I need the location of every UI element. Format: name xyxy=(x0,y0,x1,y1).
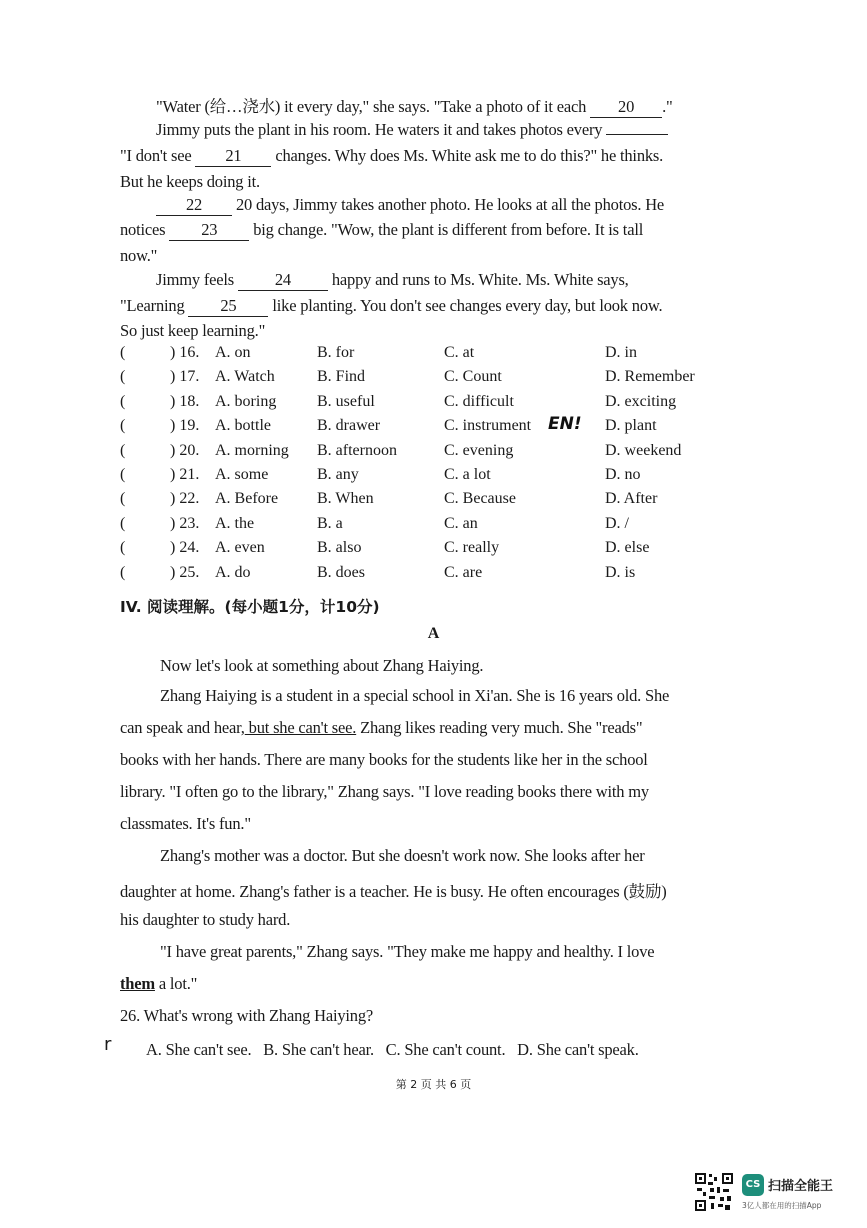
answer-bracket: ( xyxy=(120,441,126,459)
choice-b[interactable]: B. When xyxy=(317,490,374,508)
question-number: ) 22. xyxy=(170,490,200,508)
question-row xyxy=(120,466,740,488)
choice-a[interactable]: A. do xyxy=(215,563,251,581)
handwritten-note: EN! xyxy=(548,414,582,434)
part-label: A xyxy=(427,625,440,642)
handwritten-mark: r xyxy=(104,1034,112,1055)
question-row xyxy=(120,515,740,537)
choice-b[interactable]: B. any xyxy=(317,466,359,483)
passage-line: So just keep learning." xyxy=(120,321,266,340)
question-number: ) 25. xyxy=(170,563,200,581)
answer-bracket: ( xyxy=(120,417,126,435)
blank-21[interactable]: 21 xyxy=(195,146,271,167)
choice-c[interactable]: C. Count xyxy=(444,368,502,386)
choice-a[interactable]: A. bottle xyxy=(215,417,271,435)
section-title: IV. 阅读理解。(每小题1分，计10分) xyxy=(120,598,380,616)
choice-d[interactable]: D. / xyxy=(605,514,629,532)
choice-c[interactable]: C. are xyxy=(444,563,483,581)
choice-c[interactable]: C. evening xyxy=(444,441,514,459)
page-footer: 第 2 页 共 6 页 xyxy=(395,1078,472,1091)
passage-line: Jimmy feels 24 happy and runs to Ms. White. Ms. White says, xyxy=(156,270,629,289)
choice-b[interactable]: B. Find xyxy=(317,368,366,386)
choice-c[interactable]: C. a lot xyxy=(444,466,491,483)
question-row xyxy=(120,539,740,561)
passage-line: "I have great parents," Zhang says. "They make me happy and healthy. I love xyxy=(160,942,655,961)
choice-d[interactable]: D. After xyxy=(605,490,658,508)
choice-a[interactable]: A. Before xyxy=(215,490,279,508)
passage-line: Jimmy puts the plant in his room. He waters it and takes photos every xyxy=(156,120,668,140)
passage-line: "Water (给…浇水) it every day," she says. "Take a photo of it each 20 ." xyxy=(156,97,673,116)
passage-line: can speak and hear, but she can't see. Zhang likes reading very much. She "reads" xyxy=(120,718,643,737)
choice-c[interactable]: C. difficult xyxy=(444,392,514,410)
passage-line: "Learning 25 like planting. You don't see changes every day, but look now. xyxy=(120,296,663,315)
choice-a[interactable]: A. even xyxy=(215,539,265,557)
question-number: ) 18. xyxy=(170,392,200,410)
choice-d[interactable]: D. is xyxy=(605,563,636,581)
choice-a[interactable]: A. boring xyxy=(215,392,277,410)
choice-b[interactable]: B. also xyxy=(317,539,362,557)
choice-c[interactable]: C. at xyxy=(444,344,475,361)
passage-line: his daughter to study hard. xyxy=(120,910,291,929)
question-number: ) 23. xyxy=(170,514,200,532)
choice-d[interactable]: D. plant xyxy=(605,417,657,435)
answer-bracket: ( xyxy=(120,514,126,532)
choice-d[interactable]: D. no xyxy=(605,466,641,483)
question-options[interactable]: A. She can't see. B. She can't hear. C. She can't count. D. She can't speak. xyxy=(146,1040,639,1059)
passage-line: daughter at home. Zhang's father is a teacher. He is busy. He often encourages (鼓励) xyxy=(120,882,667,901)
choice-d[interactable]: D. in xyxy=(605,344,637,361)
answer-bracket: ( xyxy=(120,368,126,386)
choice-d[interactable]: D. else xyxy=(605,539,650,557)
choice-a[interactable]: A. morning xyxy=(215,441,289,459)
question-row xyxy=(120,393,740,415)
blank-19[interactable] xyxy=(606,134,668,135)
choice-b[interactable]: B. a xyxy=(317,514,343,532)
qr-code-icon xyxy=(694,1172,734,1212)
choice-c[interactable]: C. instrument xyxy=(444,417,532,435)
question-row xyxy=(120,564,740,586)
answer-bracket: ( xyxy=(120,392,126,410)
question-number: ) 20. xyxy=(170,441,200,459)
choice-b[interactable]: B. for xyxy=(317,344,355,361)
passage-line: "I don't see 21 changes. Why does Ms. White ask me to do this?" he thinks. xyxy=(120,146,664,165)
question-number: ) 24. xyxy=(170,539,200,557)
underlined-phrase: but she can't see. xyxy=(244,718,357,737)
blank-23[interactable]: 23 xyxy=(169,220,249,241)
answer-bracket: ( xyxy=(120,563,126,581)
choice-a[interactable]: A. the xyxy=(215,514,255,532)
choice-b[interactable]: B. does xyxy=(317,563,365,581)
passage-line: classmates. It's fun." xyxy=(120,814,251,833)
question-number: ) 19. xyxy=(170,417,200,435)
blank-22[interactable]: 22 xyxy=(156,195,232,216)
answer-bracket: ( xyxy=(120,344,126,361)
question-stem: 26. What's wrong with Zhang Haiying? xyxy=(120,1006,374,1025)
passage-line: library. "I often go to the library," Zhang says. "I love reading books there with my xyxy=(120,782,649,801)
passage-line: But he keeps doing it. xyxy=(120,172,260,191)
underlined-word: them xyxy=(120,974,155,993)
blank-24[interactable]: 24 xyxy=(238,270,328,291)
passage-line: them a lot." xyxy=(120,974,198,993)
passage-line: notices 23 big change. "Wow, the plant is different from before. It is tall xyxy=(120,220,644,239)
choice-a[interactable]: A. some xyxy=(215,466,269,483)
question-row xyxy=(120,368,740,390)
watermark-title: 扫描全能王 xyxy=(768,1179,834,1194)
passage-line: Zhang Haiying is a student in a special school in Xi'an. She is 16 years old. She xyxy=(160,686,670,705)
choice-c[interactable]: C. an xyxy=(444,514,478,532)
question-row xyxy=(120,490,740,512)
choice-b[interactable]: B. drawer xyxy=(317,417,381,435)
passage-line: Zhang's mother was a doctor. But she doesn't work now. She looks after her xyxy=(160,846,645,865)
watermark-subtitle: 3亿人都在用的扫描App xyxy=(742,1201,822,1210)
question-number: ) 17. xyxy=(170,368,200,386)
answer-bracket: ( xyxy=(120,539,126,557)
choice-b[interactable]: B. useful xyxy=(317,392,375,410)
passage-line: Now let's look at something about Zhang Haiying. xyxy=(160,656,484,675)
question-number: ) 21. xyxy=(170,466,200,483)
choice-c[interactable]: C. really xyxy=(444,539,500,557)
answer-bracket: ( xyxy=(120,490,126,508)
question-row xyxy=(120,344,740,366)
passage-line: now." xyxy=(120,246,158,265)
answer-bracket: ( xyxy=(120,466,126,483)
passage-line: 22 20 days, Jimmy takes another photo. He looks at all the photos. He xyxy=(156,195,664,216)
camscanner-logo-icon: CS xyxy=(742,1174,764,1196)
choice-d[interactable]: D. exciting xyxy=(605,392,677,410)
blank-20[interactable]: 20 xyxy=(590,97,662,118)
question-number: ) 16. xyxy=(170,344,200,361)
question-row xyxy=(120,417,740,439)
choice-d[interactable]: D. Remember xyxy=(605,368,695,386)
choice-a[interactable]: A. on xyxy=(215,344,251,361)
choice-a[interactable]: A. Watch xyxy=(215,368,275,386)
scanner-watermark xyxy=(694,1172,867,1216)
choice-d[interactable]: D. weekend xyxy=(605,441,682,459)
choice-b[interactable]: B. afternoon xyxy=(317,441,397,459)
passage-line: books with her hands. There are many books for the students like her in the school xyxy=(120,750,648,769)
choice-c[interactable]: C. Because xyxy=(444,490,516,508)
blank-25[interactable]: 25 xyxy=(188,296,268,317)
question-row xyxy=(120,442,740,464)
